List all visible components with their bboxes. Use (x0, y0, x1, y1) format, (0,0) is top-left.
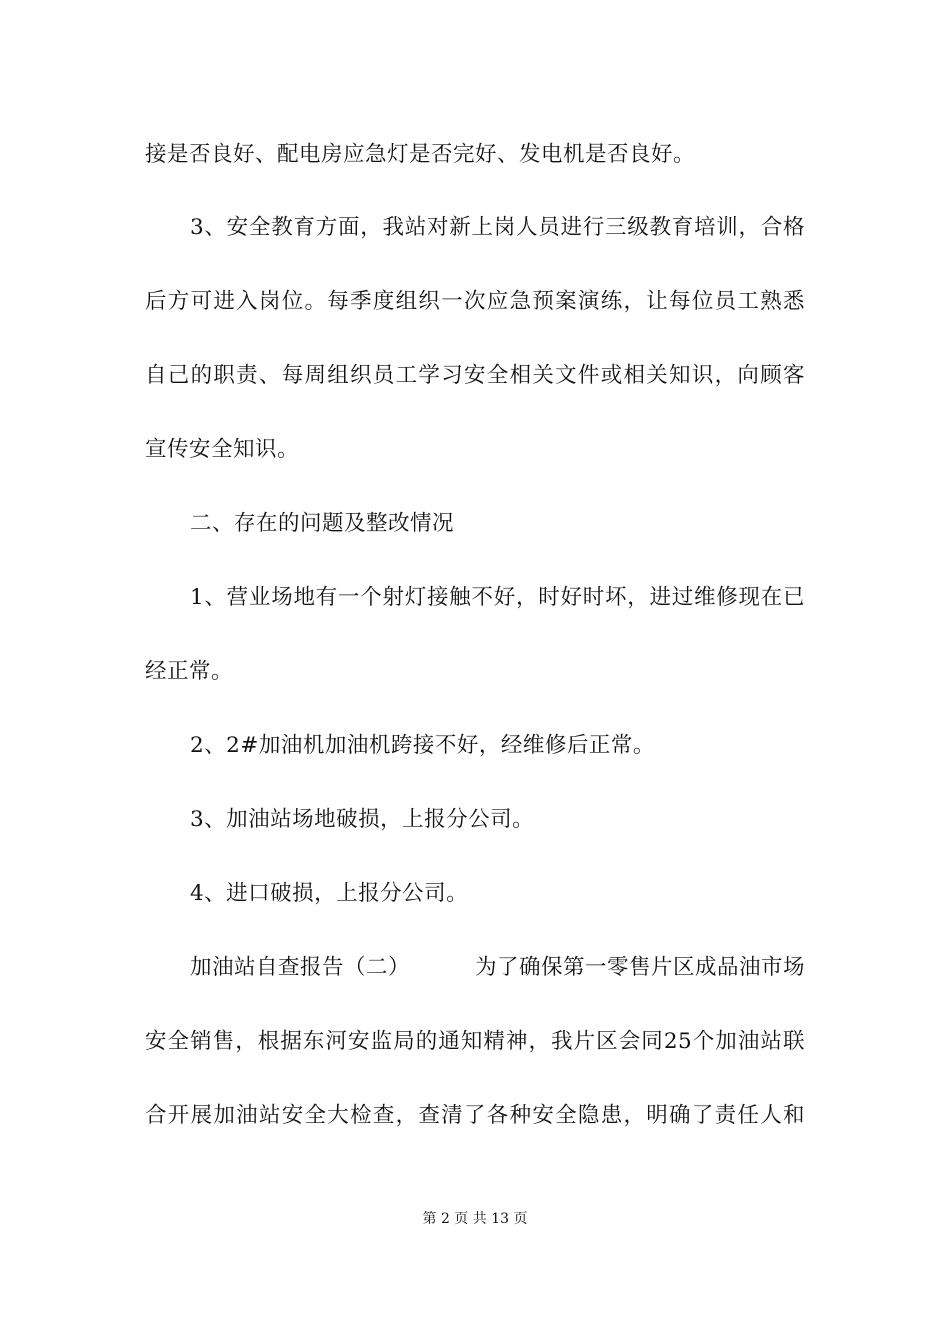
paragraph-line: 1、营业场地有一个射灯接触不好，时好时坏，进过维修现在已 (190, 585, 805, 610)
paragraph-line: 后方可进入岗位。每季度组织一次应急预案演练，让每位员工熟悉 (145, 289, 805, 314)
report-title: 加油站自查报告（二） (190, 955, 411, 980)
paragraph-line: 3、加油站场地破损，上报分公司。 (190, 807, 535, 832)
paragraph-line: 2、2#加油机加油机跨接不好，经维修后正常。 (190, 733, 655, 758)
paragraph-line: 宣传安全知识。 (145, 437, 300, 462)
paragraph-line: 自己的职责、每周组织员工学习安全相关文件或相关知识，向顾客 (145, 363, 805, 388)
paragraph-line: 经正常。 (145, 659, 234, 684)
paragraph-line: 4、进口破损，上报分公司。 (190, 881, 469, 906)
paragraph-text: 为了确保第一零售片区成品油市场 (474, 955, 805, 980)
paragraph-line: 3、安全教育方面，我站对新上岗人员进行三级教育培训，合格 (190, 215, 805, 240)
paragraph-line: 安全销售，根据东河安监局的通知精神，我片区会同25个加油站联 (145, 1029, 805, 1054)
paragraph-line: 接是否良好、配电房应急灯是否完好、发电机是否良好。 (145, 142, 696, 167)
page-number-footer: 第 2 页 共 13 页 (422, 1211, 528, 1227)
section-heading: 二、存在的问题及整改情况 (190, 511, 455, 536)
paragraph-line (190, 953, 805, 983)
paragraph-line: 合开展加油站安全大检查，查清了各种安全隐患，明确了责任人和 (145, 1103, 805, 1128)
